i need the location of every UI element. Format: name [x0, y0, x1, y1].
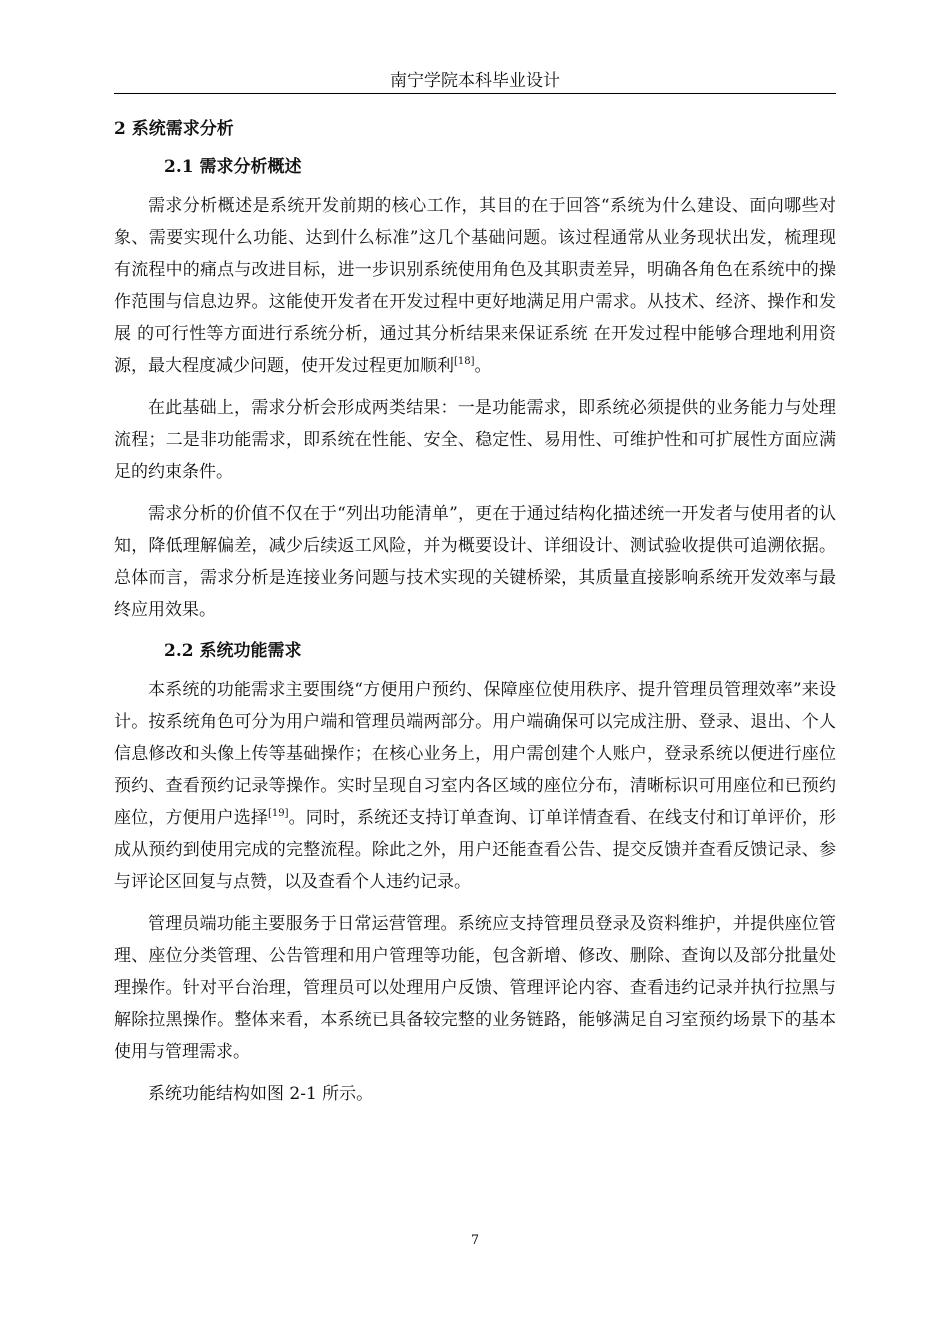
paragraph: 管理员端功能主要服务于日常运营管理。系统应支持管理员登录及资料维护，并提供座位管理、座位分类管理、公告管理和用户管理等功能，包含新增、修改、删除、查询以及部分批量处理操作。针对平台治理，管理员可以处理用户反馈、管理评论内容、查看违约记录并执行拉黑与解除拉黑操作。整体来看，本系统已具备较完整的业务链路，能够满足自习室预约场景下的基本使用与管理需求。 [114, 914, 836, 1062]
subsection-heading-2-1: 2.1 需求分析概述 [164, 157, 302, 177]
page-body [114, 114, 836, 1110]
paragraph [114, 674, 836, 898]
paragraph-text-tail: 。同时，系统还支持订单查询、订单详情查看、在线支付和订单评价，形成从预约到使用完成的完整流程。除此之外，用户还能查看公告、提交反馈并查看反馈记录、参与评论区回复与点赞，以及查看个人违约记录。 [114, 808, 837, 892]
paragraph [114, 190, 836, 382]
citation-ref: [18] [454, 356, 475, 367]
section-heading: 2 系统需求分析 [114, 119, 234, 139]
paragraph-text: 需求分析概述是系统开发前期的核心工作，其目的在于回答“系统为什么建设、面向哪些对象、需要实现什么功能、达到什么标准”这几个基础问题。该过程通常从业务现状出发，梳理现有流程中的痛点与改进目标，进一步识别系统使用角色及其职责差异，明确各角色在系统中的操作范围与信息边界。这能使开发者在开发过程中更好地满足用户需求。从技术、经济、操作和发展 的可行性等方面进行系统分析，通过其分析结果来保证系统 在开发过程中能够合理地利用资源，最大程度减少问题，使开发过程更加顺利 [114, 196, 836, 376]
header-divider [114, 93, 836, 94]
paragraph: 在此基础上，需求分析会形成两类结果：一是功能需求，即系统必须提供的业务能力与处理流程；二是非功能需求，即系统在性能、安全、稳定性、易用性、可维护性和可扩展性方面应满足的约束条件。 [114, 398, 836, 482]
paragraph: 系统功能结构如图 2-1 所示。 [148, 1084, 374, 1104]
paragraph-text-tail: 。 [474, 356, 492, 376]
page-header-title: 南宁学院本科毕业设计 [390, 71, 560, 91]
subsection-heading-2-2: 2.2 系统功能需求 [164, 641, 302, 661]
citation-ref: [19] [267, 808, 289, 819]
page-number: 7 [470, 1233, 480, 1248]
paragraph: 需求分析的价值不仅在于“列出功能清单”，更在于通过结构化描述统一开发者与使用者的认知，降低理解偏差，减少后续返工风险，并为概要设计、详细设计、测试验收提供可追溯依据。总体而言，需求分析是连接业务问题与技术实现的关键桥梁，其质量直接影响系统开发效率与最终应用效果。 [114, 504, 836, 620]
paragraph-text: 本系统的功能需求主要围绕“方便用户预约、保障座位使用秩序、提升管理员管理效率”来设计。按系统角色可分为用户端和管理员端两部分。用户端确保可以完成注册、登录、退出、个人信息修改和头像上传等基础操作；在核心业务上，用户需创建个人账户，登录系统以便进行座位预约、查看预约记录等操作。实时呈现自习室内各区域的座位分布，清晰标识可用座位和已预约座位，方便用户选择 [114, 680, 836, 828]
